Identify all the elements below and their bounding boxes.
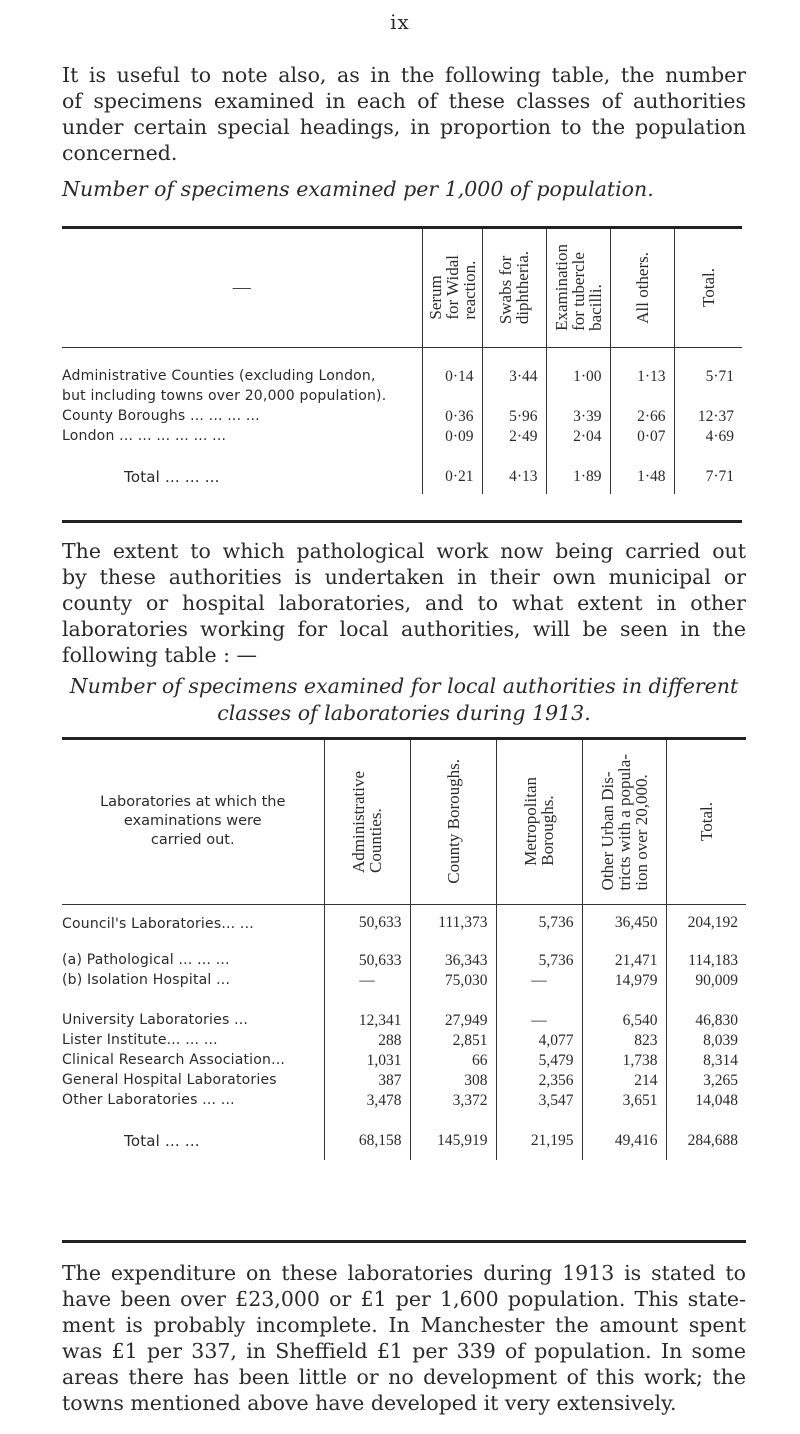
table2-header [496, 740, 582, 904]
table-cell: — [496, 1012, 582, 1032]
row-label: (a) Pathological ... ... ... [62, 952, 230, 968]
table-cell: 204,192 [666, 904, 746, 932]
text-line: was £1 per 337, in Sheffield £1 per 339 of population. In some [62, 1339, 746, 1363]
table-cell: 1·00 [546, 368, 610, 388]
table-cell: 8,039 [666, 1032, 746, 1052]
table2-caption [62, 673, 746, 727]
table-cell: 27,949 [410, 1012, 496, 1032]
text-line: towns mentioned above have developed it very extensively. [62, 1391, 677, 1415]
table-cell: 2·49 [482, 428, 546, 448]
row-label: Lister Institute... ... ... [62, 1032, 218, 1048]
header-total: Total. [698, 268, 718, 308]
closing-paragraph [62, 1260, 746, 1416]
header-county-boroughs: County Boroughs. [443, 759, 463, 885]
table2-header [324, 740, 410, 904]
table-cell: 823 [582, 1032, 666, 1052]
table-cell: 14,979 [582, 972, 666, 992]
table2-header [582, 740, 666, 904]
table-cell: 75,030 [410, 972, 496, 992]
table-cell: 5,479 [496, 1052, 582, 1072]
table-cell: 49,416 [582, 1132, 666, 1160]
header-other-urban: Other Urban Dis- tricts with a popula- tion over 20,000. [597, 753, 651, 890]
text-line: have been over £23,000 or £1 per 1,600 population. This state- [62, 1287, 746, 1311]
table2 [62, 740, 746, 1160]
table-cell: 12·37 [674, 408, 742, 428]
table-cell: 14,048 [666, 1092, 746, 1112]
table-cell: 0·09 [422, 428, 482, 448]
table2-header [666, 740, 746, 904]
table-cell: 3,547 [496, 1092, 582, 1112]
table-cell: 12,341 [324, 1012, 410, 1032]
table2-header-row [62, 740, 746, 904]
table-cell: 0·07 [610, 428, 674, 448]
row-label: General Hospital Laboratories [62, 1072, 277, 1088]
row-label: Administrative Counties (excluding London, [62, 367, 376, 384]
text-line: laboratories working for local authorities, will be seen in the [62, 617, 746, 641]
table-cell: 8,314 [666, 1052, 746, 1072]
table-row [62, 972, 746, 992]
header-serum: Serum for Widal reaction. [425, 255, 479, 321]
table-cell: — [324, 972, 410, 992]
header-all-others: All others. [632, 251, 652, 324]
intro-paragraph [62, 62, 746, 166]
table-row [62, 1032, 746, 1052]
text-line: The extent to which pathological work now being carried out [62, 539, 746, 563]
table-cell: 5·96 [482, 408, 546, 428]
text-line: by these authorities is undertaken in their own municipal or [62, 565, 746, 589]
table1-header [674, 229, 742, 347]
header-tubercle: Examination for tubercle bacilli. [551, 244, 605, 332]
table-cell: 90,009 [666, 972, 746, 992]
table1-header [482, 229, 546, 347]
table-cell: 2,851 [410, 1032, 496, 1052]
row-label: London ... ... ... ... ... ... [62, 427, 227, 444]
table-row [62, 952, 746, 972]
table-row [62, 1092, 746, 1112]
table-cell: 308 [410, 1072, 496, 1092]
table-cell: 5,736 [496, 952, 582, 972]
table-cell: 1,738 [582, 1052, 666, 1072]
table-row [62, 1012, 746, 1032]
table-cell: 5,736 [496, 904, 582, 932]
table1 [62, 229, 742, 494]
table-cell: 387 [324, 1072, 410, 1092]
table2-header [410, 740, 496, 904]
table1-header [610, 229, 674, 347]
table-cell: 7·71 [674, 468, 742, 494]
row-label: Council's Laboratories... ... [62, 916, 254, 932]
row-label: (b) Isolation Hospital ... [62, 972, 231, 988]
table-row [62, 1072, 746, 1092]
row-label: University Laboratories ... [62, 1012, 249, 1028]
table-cell: 50,633 [324, 904, 410, 932]
caption-line: classes of laboratories during 1913. [217, 701, 591, 725]
table-cell: 2·04 [546, 428, 610, 448]
table-cell: 2·66 [610, 408, 674, 428]
table-cell: 3,372 [410, 1092, 496, 1112]
row-label: Other Laboratories ... ... [62, 1092, 235, 1108]
table-total-row [62, 468, 742, 494]
table-cell: 2,356 [496, 1072, 582, 1092]
header-swabs: Swabs for diphtheria. [496, 251, 532, 325]
table-cell: 0·21 [422, 468, 482, 494]
row-label: Clinical Research Association... [62, 1052, 286, 1068]
table-row [62, 408, 742, 428]
text-line: The expenditure on these laboratories during 1913 is stated to [62, 1261, 746, 1285]
table-row [62, 368, 742, 388]
table2-bottom-rule [62, 1240, 746, 1243]
table-cell: 1,031 [324, 1052, 410, 1072]
text-line: ment is probably incomplete. In Manchester the amount spent [62, 1313, 746, 1337]
table-cell: — [496, 972, 582, 992]
table-cell: 1·48 [610, 468, 674, 494]
table-cell: 4·13 [482, 468, 546, 494]
table-cell: 21,195 [496, 1132, 582, 1160]
table-cell: 1·13 [610, 368, 674, 388]
text-line: areas there has been little or no development of this work; the [62, 1365, 746, 1389]
table-cell: 3·44 [482, 368, 546, 388]
table-cell: 3,478 [324, 1092, 410, 1112]
table1-corner: — [232, 277, 251, 298]
table1-bottom-rule [62, 520, 742, 523]
table-cell: 284,688 [666, 1132, 746, 1160]
table-cell: 111,373 [410, 904, 496, 932]
table2-corner: Laboratories at which the examinations were carried out. [100, 794, 286, 849]
table-cell: 50,633 [324, 952, 410, 972]
table-cell: 36,343 [410, 952, 496, 972]
row-label: but including towns over 20,000 population). [62, 387, 387, 404]
table-cell: 4·69 [674, 428, 742, 448]
table-row [62, 388, 742, 408]
table-cell: 66 [410, 1052, 496, 1072]
table1-caption: Number of specimens examined per 1,000 of population. [62, 177, 654, 201]
table-cell: 21,471 [582, 952, 666, 972]
table-cell: 3,651 [582, 1092, 666, 1112]
table-cell: 5·71 [674, 368, 742, 388]
text-line: following table : — [62, 643, 258, 667]
table1-header [422, 229, 482, 347]
table-cell: 0·36 [422, 408, 482, 428]
table-cell: 214 [582, 1072, 666, 1092]
table1-header [546, 229, 610, 347]
middle-paragraph [62, 538, 746, 668]
table-cell: 0·14 [422, 368, 482, 388]
text-line: concerned. [62, 141, 178, 165]
table-cell: 1·89 [546, 468, 610, 494]
text-line: county or hospital laboratories, and to what extent in other [62, 591, 746, 615]
header-total: Total. [696, 802, 716, 842]
table-cell: 36,450 [582, 904, 666, 932]
row-label: County Boroughs ... ... ... ... [62, 407, 260, 424]
page-number: ix [390, 10, 410, 34]
table-cell: 145,919 [410, 1132, 496, 1160]
table-cell: 4,077 [496, 1032, 582, 1052]
table-row [62, 904, 746, 932]
row-label: Total ... ... [124, 1132, 200, 1150]
text-line: It is useful to note also, as in the following table, the number [62, 63, 746, 87]
text-line: under certain special headings, in proportion to the population [62, 115, 746, 139]
table-row [62, 428, 742, 448]
table-cell: 46,830 [666, 1012, 746, 1032]
table-cell: 3,265 [666, 1072, 746, 1092]
table-total-row [62, 1132, 746, 1160]
table-cell: 288 [324, 1032, 410, 1052]
text-line: of specimens examined in each of these classes of authorities [62, 89, 746, 113]
table-cell: 114,183 [666, 952, 746, 972]
row-label: Total ... ... ... [124, 467, 220, 486]
header-metropolitan: Metropolitan Boroughs. [521, 777, 557, 867]
table1-header-row [62, 229, 742, 347]
table-cell: 68,158 [324, 1132, 410, 1160]
table-cell: 6,540 [582, 1012, 666, 1032]
table-row [62, 1052, 746, 1072]
table-cell: 3·39 [546, 408, 610, 428]
caption-line: Number of specimens examined for local authorities in different [69, 674, 739, 698]
header-admin-counties: Administrative Counties. [349, 770, 385, 873]
